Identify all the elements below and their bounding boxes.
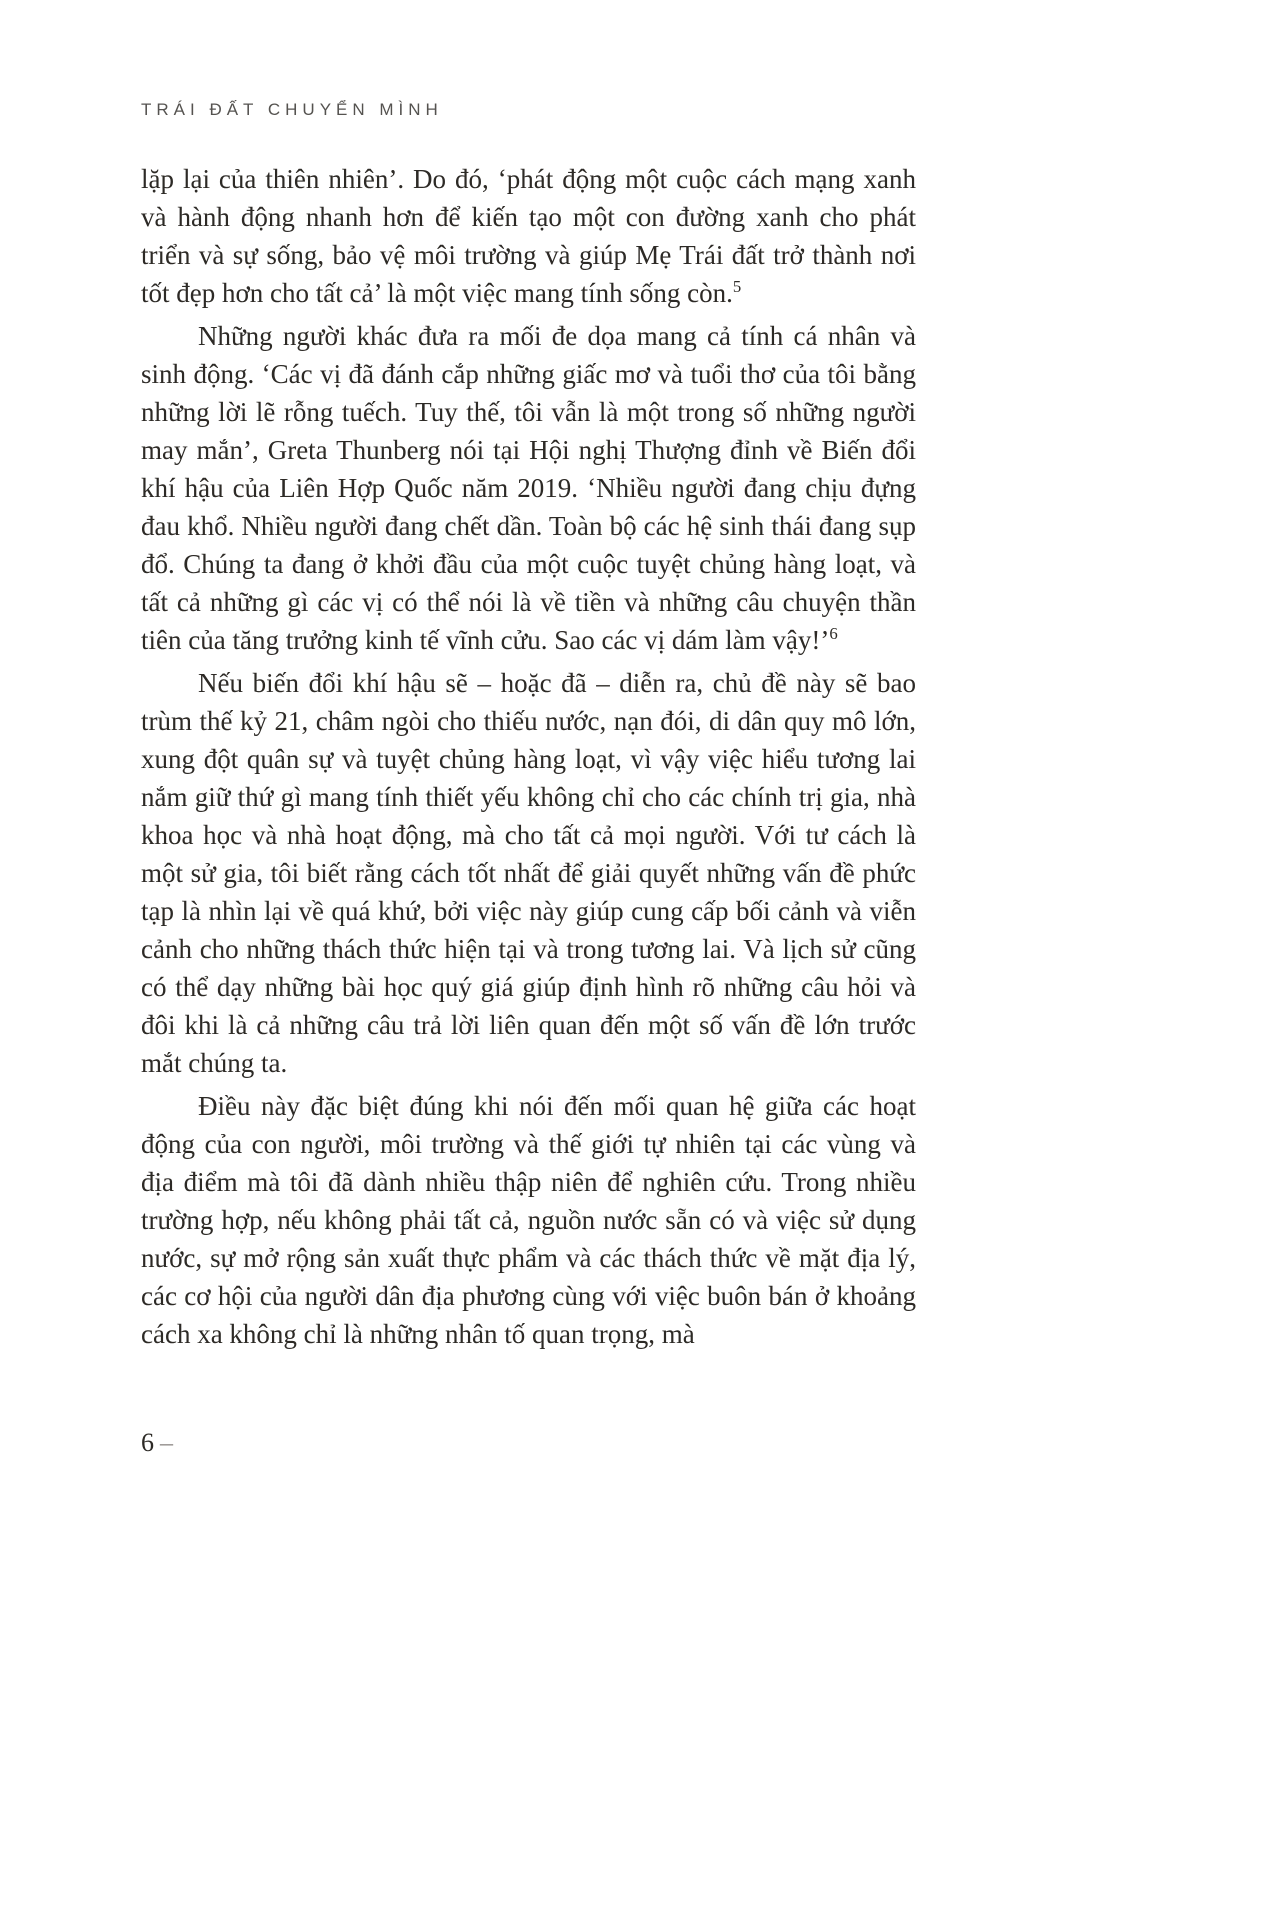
body-text (141, 160, 916, 1358)
running-header (141, 100, 443, 120)
running-header-text: TRÁI ĐẤT CHUYỂN MÌNH (141, 100, 443, 119)
page-number: 6 (141, 1428, 154, 1457)
paragraph (141, 160, 916, 312)
paragraph-text: Nếu biến đổi khí hậu sẽ – hoặc đã – diễn ra, chủ đề này sẽ bao trùm thế kỷ 21, châm ngòi cho thiếu nước, nạn đói, di dân quy mô lớn, xung đột quân sự và tuyệt chủng hàng loạt, vì vậy việc hiểu tương lai nắm giữ thứ gì mang tính thiết yếu không chỉ cho các chính trị gia, nhà khoa học và nhà hoạt động, mà cho tất cả mọi người. Với tư cách là một sử gia, tôi biết rằng cách tốt nhất để giải quyết những vấn đề phức tạp là nhìn lại về quá khứ, bởi việc này giúp cung cấp bối cảnh và viễn cảnh cho những thách thức hiện tại và trong tương lai. Và lịch sử cũng có thể dạy những bài học quý giá giúp định hình rõ những câu hỏi và đôi khi là cả những câu trả lời liên quan đến một số vấn đề lớn trước mắt chúng ta. (141, 668, 916, 1078)
paragraph-text: Điều này đặc biệt đúng khi nói đến mối quan hệ giữa các hoạt động của con người, môi trường và thế giới tự nhiên tại các vùng và địa điểm mà tôi đã dành nhiều thập niên để nghiên cứu. Trong nhiều trường hợp, nếu không phải tất cả, nguồn nước sẵn có và việc sử dụng nước, sự mở rộng sản xuất thực phẩm và các thách thức về mặt địa lý, các cơ hội của người dân địa phương cùng với việc buôn bán ở khoảng cách xa không chỉ là những nhân tố quan trọng, mà (141, 1091, 916, 1349)
footnote-marker: 6 (829, 624, 838, 643)
footnote-marker: 5 (732, 277, 742, 296)
paragraph (141, 317, 916, 659)
paragraph-text: lặp lại của thiên nhiên’. Do đó, ‘phát động một cuộc cách mạng xanh và hành động nhanh hơn để kiến tạo một con đường xanh cho phát triển và sự sống, bảo vệ môi trường và giúp Mẹ Trái đất trở thành nơi tốt đẹp hơn cho tất cả’ là một việc mang tính sống còn. (141, 164, 916, 308)
paragraph (141, 1087, 916, 1353)
page-footer (141, 1428, 173, 1458)
paragraph-text: Những người khác đưa ra mối đe dọa mang cả tính cá nhân và sinh động. ‘Các vị đã đánh cắp những giấc mơ và tuổi thơ của tôi bằng những lời lẽ rỗng tuếch. Tuy thế, tôi vẫn là một trong số những người may mắn’, Greta Thunberg nói tại Hội nghị Thượng đỉnh về Biến đổi khí hậu của Liên Hợp Quốc năm 2019. ‘Nhiều người đang chịu đựng đau khổ. Nhiều người đang chết dần. Toàn bộ các hệ sinh thái đang sụp đổ. Chúng ta đang ở khởi đầu của một cuộc tuyệt chủng hàng loạt, và tất cả những gì các vị có thể nói là về tiền và những câu chuyện thần tiên của tăng trưởng kinh tế vĩnh cửu. Sao các vị dám làm vậy!’ (141, 321, 916, 655)
footer-dash: – (160, 1428, 173, 1457)
paragraph (141, 664, 916, 1082)
